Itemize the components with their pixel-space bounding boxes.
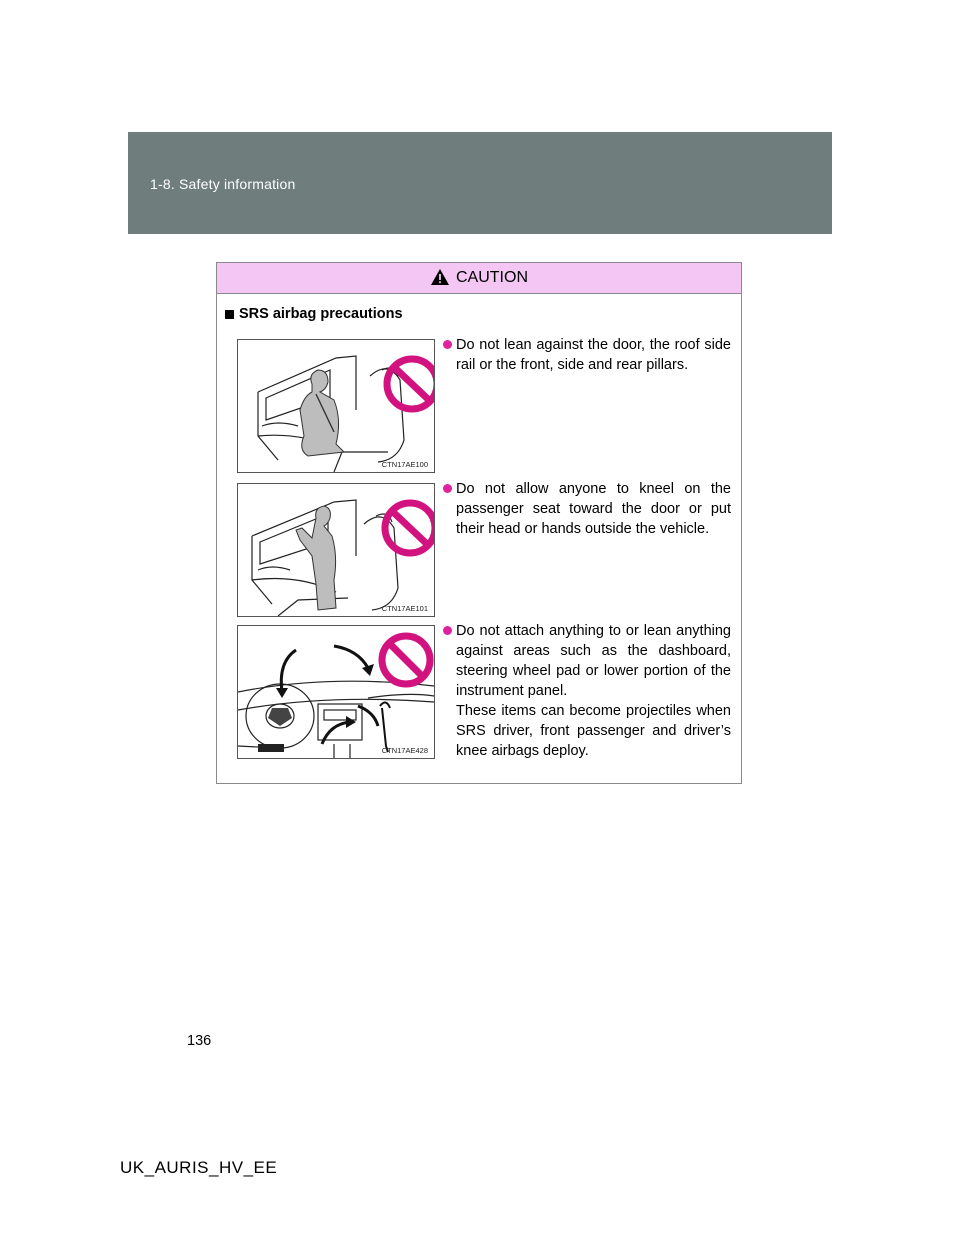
header-band <box>128 132 832 234</box>
square-bullet-icon <box>225 310 234 319</box>
subheading-text: SRS airbag precautions <box>239 306 403 322</box>
section-title: 1-8. Safety information <box>150 176 296 192</box>
warning-icon <box>430 268 450 286</box>
precaution-note: These items can become projectiles when SRS driver, front passenger and driver’s knee airbags deploy. <box>456 703 731 759</box>
figure-kneeling-on-seat <box>237 483 435 617</box>
precaution-text: Do not attach anything to or lean anything against areas such as the dashboard, steering wheel pad or lower portion of the instrument panel. <box>443 621 731 701</box>
illustration-dashboard <box>238 626 434 759</box>
figure-dashboard <box>237 625 435 759</box>
precaution-item <box>443 335 731 375</box>
precaution-item <box>443 479 731 539</box>
figure-leaning-on-door <box>237 339 435 473</box>
figure-code: CTN17AE101 <box>381 604 428 613</box>
figure-code: CTN17AE428 <box>381 746 428 755</box>
subheading <box>225 306 403 322</box>
page-number: 136 <box>187 1033 212 1049</box>
precaution-text: Do not allow anyone to kneel on the passenger seat toward the door or put their head or hands outside the vehicle. <box>443 479 731 539</box>
caution-box <box>216 262 742 784</box>
caution-title: CAUTION <box>456 269 528 286</box>
caution-header <box>217 263 741 294</box>
illustration-kneeling <box>238 484 434 616</box>
illustration-leaning <box>238 340 434 472</box>
precaution-text: Do not lean against the door, the roof side rail or the front, side and rear pillars. <box>443 335 731 375</box>
precaution-item <box>443 621 731 761</box>
document-code: UK_AURIS_HV_EE <box>120 1158 278 1177</box>
figure-code: CTN17AE100 <box>381 460 428 469</box>
